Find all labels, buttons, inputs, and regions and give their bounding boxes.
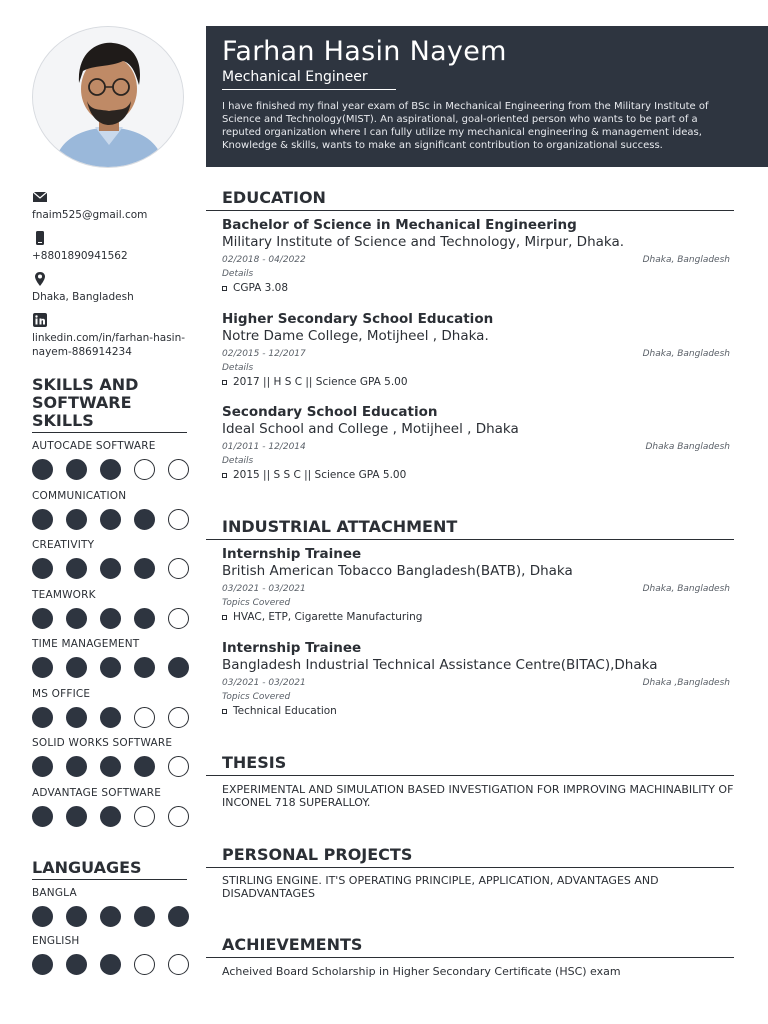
entry-subtitle: Bangladesh Industrial Technical Assistance Centre(BITAC),Dhaka xyxy=(222,656,658,673)
rating-dots xyxy=(32,954,192,975)
contact-email[interactable] xyxy=(32,189,188,222)
rating-dot-filled xyxy=(32,806,53,827)
rating-dot-filled xyxy=(100,954,121,975)
bullet-square-icon xyxy=(222,473,227,478)
entry-item xyxy=(222,640,734,718)
thesis-heading: THESIS xyxy=(206,754,734,776)
rating-dot-filled xyxy=(100,509,121,530)
skills-heading: SKILLS AND SOFTWARE SKILLS xyxy=(32,376,187,433)
rating-dot-filled xyxy=(100,806,121,827)
rating-dot-filled xyxy=(168,657,189,678)
rating-dot-filled xyxy=(134,509,155,530)
profile-summary: I have finished my final year exam of BSc in Mechanical Engineering from the Military Institute of Science and Technology(MIST). An aspirational, goal-oriented person who wants to be part of a reputed organization where I can fully utilize my mechanical engineering & management ideas, Knowledge & skills, wants to make an significant contribution to organizational success. xyxy=(222,101,709,151)
bullet-text: 2015 || S S C || Science GPA 5.00 xyxy=(233,469,407,481)
rating-dot-filled xyxy=(134,608,155,629)
thesis-text: EXPERIMENTAL AND SIMULATION BASED INVESTIGATION FOR IMPROVING MACHINABILITY OF INCONEL 718 SUPERALLOY. xyxy=(222,783,734,809)
phone-icon xyxy=(32,230,48,246)
entry-place: Dhaka ,Bangladesh xyxy=(642,677,730,688)
rating-dot-filled xyxy=(66,657,87,678)
rating-dot-filled xyxy=(66,756,87,777)
rating-label: COMMUNICATION xyxy=(32,489,127,502)
rating-dot-empty xyxy=(168,954,189,975)
entry-item xyxy=(222,404,734,482)
rating-dot-filled xyxy=(66,806,87,827)
rating-dot-filled xyxy=(66,707,87,728)
entry-place: Dhaka Bangladesh xyxy=(645,442,730,452)
rating-dot-filled xyxy=(66,459,87,480)
rating-dot-empty xyxy=(168,608,189,629)
entry-item xyxy=(222,217,734,295)
entry-bullet xyxy=(222,282,734,295)
entry-detail-label: Details xyxy=(222,456,254,466)
rating-dot-filled xyxy=(32,558,53,579)
entry-detail-label: Details xyxy=(222,269,254,279)
entry-title: Bachelor of Science in Mechanical Engineering xyxy=(222,217,577,233)
entry-meta xyxy=(222,583,734,595)
rating-dot-filled xyxy=(32,608,53,629)
rating-dot-empty xyxy=(168,707,189,728)
entry-detail-label: Topics Covered xyxy=(222,598,291,608)
rating-dot-filled xyxy=(100,558,121,579)
rating-dot-filled xyxy=(100,906,121,927)
rating-dot-filled xyxy=(168,906,189,927)
rating-item xyxy=(32,637,192,678)
entry-meta xyxy=(222,254,734,266)
entry-dates: 03/2021 - 03/2021 xyxy=(222,677,306,688)
entry-subtitle: Notre Dame College, Motijheel , Dhaka. xyxy=(222,327,489,344)
rating-dot-filled xyxy=(100,756,121,777)
person-name: Farhan Hasin Nayem xyxy=(222,36,507,67)
entry-dates: 02/2015 - 12/2017 xyxy=(222,348,306,359)
rating-dot-filled xyxy=(32,954,53,975)
education-heading: EDUCATION xyxy=(206,189,734,211)
rating-dot-filled xyxy=(134,558,155,579)
rating-dot-filled xyxy=(32,756,53,777)
bullet-square-icon xyxy=(222,380,227,385)
rating-dot-filled xyxy=(66,608,87,629)
bullet-text: CGPA 3.08 xyxy=(233,282,289,294)
entry-bullet xyxy=(222,705,734,718)
entry-meta xyxy=(222,441,734,453)
rating-label: ENGLISH xyxy=(32,935,80,947)
rating-dot-empty xyxy=(168,756,189,777)
entry-subtitle: British American Tobacco Bangladesh(BATB), Dhaka xyxy=(222,563,573,579)
rating-dot-empty xyxy=(168,459,189,480)
entry-title: Internship Trainee xyxy=(222,546,362,562)
rating-item xyxy=(32,886,192,927)
rating-item xyxy=(32,786,192,827)
rating-dot-empty xyxy=(134,707,155,728)
rating-dot-filled xyxy=(134,657,155,678)
entry-bullet xyxy=(222,469,734,482)
rating-label: TIME MANAGEMENT xyxy=(32,638,140,650)
achievements-heading: ACHIEVEMENTS xyxy=(206,936,734,958)
rating-dot-filled xyxy=(134,906,155,927)
entry-detail-label: Topics Covered xyxy=(222,691,291,702)
resume-header xyxy=(206,26,768,167)
rating-dots xyxy=(32,459,192,480)
rating-label: AUTOCADE SOFTWARE xyxy=(32,440,156,452)
contact-linkedin[interactable] xyxy=(32,312,188,359)
entry-title: Internship Trainee xyxy=(222,639,362,656)
rating-dots xyxy=(32,558,192,579)
profile-photo xyxy=(32,26,184,168)
rating-dot-filled xyxy=(100,459,121,480)
rating-dot-filled xyxy=(100,608,121,629)
rating-dot-empty xyxy=(134,806,155,827)
rating-item xyxy=(32,489,192,530)
rating-item xyxy=(32,687,192,728)
rating-label: BANGLA xyxy=(32,887,77,899)
rating-item xyxy=(32,588,192,629)
rating-dot-filled xyxy=(32,459,53,480)
rating-item xyxy=(32,439,192,480)
location-text: Dhaka, Bangladesh xyxy=(32,291,134,303)
entry-title: Secondary School Education xyxy=(222,404,438,420)
entry-item xyxy=(222,546,734,624)
entry-detail-label: Details xyxy=(222,362,254,373)
bullet-square-icon xyxy=(222,615,227,620)
projects-heading: PERSONAL PROJECTS xyxy=(206,846,734,868)
entry-meta xyxy=(222,348,734,360)
entry-dates: 01/2011 - 12/2014 xyxy=(222,442,306,452)
bullet-square-icon xyxy=(222,709,227,714)
contact-phone[interactable] xyxy=(32,230,188,263)
entry-subtitle: Military Institute of Science and Technology, Mirpur, Dhaka. xyxy=(222,234,625,250)
rating-dot-filled xyxy=(32,707,53,728)
rating-dot-filled xyxy=(66,509,87,530)
rating-dots xyxy=(32,657,192,678)
linkedin-text: linkedin.com/in/farhan-hasin-nayem-886914234 xyxy=(32,332,186,358)
rating-dots xyxy=(32,707,192,728)
entry-place: Dhaka, Bangladesh xyxy=(642,255,730,265)
entry-dates: 02/2018 - 04/2022 xyxy=(222,255,306,265)
rating-dot-filled xyxy=(66,906,87,927)
rating-label: CREATIVITY xyxy=(32,539,95,551)
contact-location xyxy=(32,271,188,304)
rating-dot-filled xyxy=(134,756,155,777)
entry-bullet xyxy=(222,376,734,389)
rating-dots xyxy=(32,509,192,530)
entry-dates: 03/2021 - 03/2021 xyxy=(222,584,306,594)
entry-meta xyxy=(222,677,734,689)
bullet-text: 2017 || H S C || Science GPA 5.00 xyxy=(233,375,408,388)
rating-item xyxy=(32,934,192,975)
bullet-text: HVAC, ETP, Cigarette Manufacturing xyxy=(233,611,423,623)
entry-subtitle: Ideal School and College , Motijheel , Dhaka xyxy=(222,421,519,437)
rating-label: ADVANTAGE SOFTWARE xyxy=(32,786,162,799)
rating-label: MS OFFICE xyxy=(32,687,91,700)
rating-dot-filled xyxy=(66,558,87,579)
rating-dot-filled xyxy=(100,707,121,728)
rating-dot-filled xyxy=(66,954,87,975)
entry-place: Dhaka, Bangladesh xyxy=(642,584,730,594)
rating-dots xyxy=(32,806,192,827)
bullet-square-icon xyxy=(222,286,227,291)
entry-item xyxy=(222,311,734,389)
rating-item xyxy=(32,538,192,579)
rating-item xyxy=(32,736,192,777)
bullet-text: Technical Education xyxy=(233,704,337,717)
rating-dot-empty xyxy=(168,509,189,530)
rating-dot-filled xyxy=(32,906,53,927)
achievements-text: Acheived Board Scholarship in Higher Secondary Certificate (HSC) exam xyxy=(222,965,621,978)
rating-dots xyxy=(32,756,192,777)
rating-dot-filled xyxy=(32,657,53,678)
rating-dots xyxy=(32,906,192,927)
languages-heading: LANGUAGES xyxy=(32,859,187,880)
projects-text: STIRLING ENGINE. IT'S OPERATING PRINCIPLE, APPLICATION, ADVANTAGES AND DISADVANTAGES xyxy=(222,874,659,900)
phone-text: +8801890941562 xyxy=(32,250,128,262)
location-pin-icon xyxy=(32,271,48,287)
email-icon xyxy=(32,189,48,205)
rating-dot-filled xyxy=(32,509,53,530)
entry-title: Higher Secondary School Education xyxy=(222,310,494,327)
rating-dot-empty xyxy=(134,954,155,975)
entry-place: Dhaka, Bangladesh xyxy=(642,348,730,359)
rating-dot-empty xyxy=(168,806,189,827)
rating-label: SOLID WORKS SOFTWARE xyxy=(32,737,173,749)
email-text: fnaim525@gmail.com xyxy=(32,209,148,221)
rating-label: TEAMWORK xyxy=(32,588,96,601)
rating-dot-empty xyxy=(134,459,155,480)
rating-dot-empty xyxy=(168,558,189,579)
rating-dots xyxy=(32,608,192,629)
rating-dot-filled xyxy=(100,657,121,678)
entry-bullet xyxy=(222,611,734,624)
linkedin-icon xyxy=(32,312,48,328)
attachment-heading: INDUSTRIAL ATTACHMENT xyxy=(206,518,734,540)
job-title: Mechanical Engineer xyxy=(222,69,396,90)
